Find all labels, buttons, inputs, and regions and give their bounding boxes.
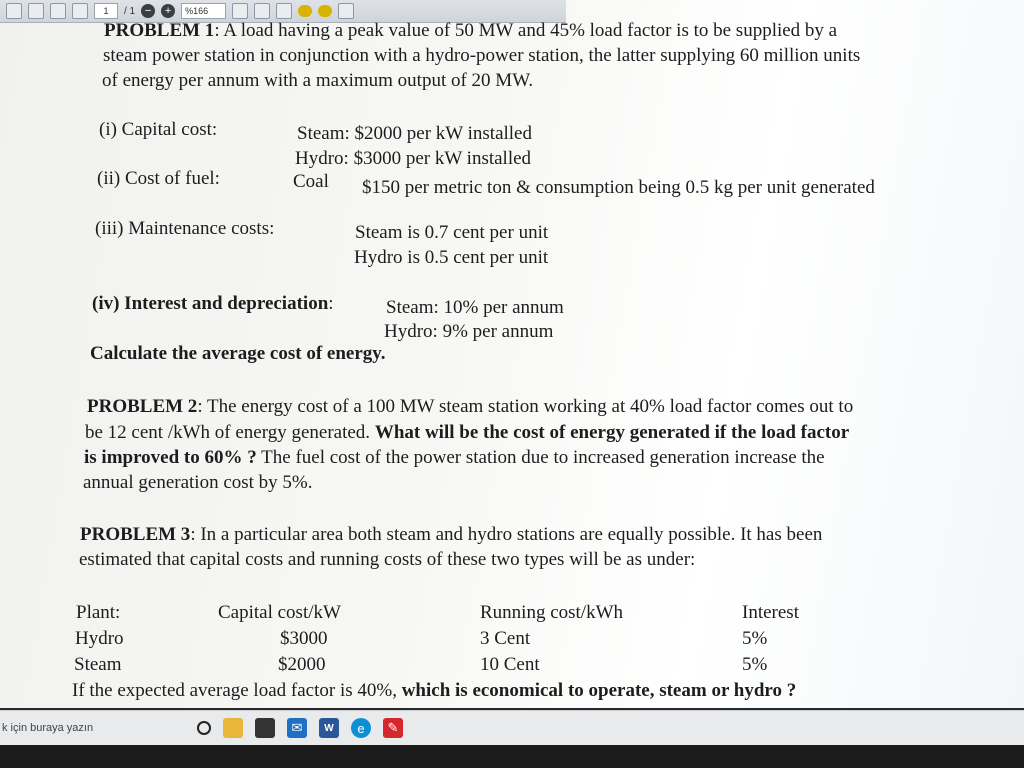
table-header-capital: Capital cost/kW — [218, 602, 341, 623]
capital-cost-hydro: Hydro: $3000 per kW installed — [295, 148, 532, 169]
problem1-line1: PROBLEM 1: A load having a peak value of 50 MW and 45% load factor is to be supplied by a — [104, 20, 838, 41]
problem3-line1: PROBLEM 3: In a particular area both steam and hydro stations are equally possible. It has been — [80, 524, 823, 545]
problem2-line2: be 12 cent /kWh of energy generated. What will be the cost of energy generated if the load factor — [85, 422, 850, 443]
page-number-input[interactable]: 1 — [94, 3, 118, 19]
taskbar-search-input[interactable]: k için buraya yazın — [2, 722, 94, 734]
fuel-cost-label: (ii) Cost of fuel: — [97, 168, 220, 189]
interest-hydro: Hydro: 9% per annum — [384, 321, 554, 342]
windows-taskbar — [0, 710, 1024, 745]
table-cell: Hydro — [75, 628, 124, 649]
cortana-icon[interactable] — [197, 721, 211, 735]
zoom-out-icon[interactable]: − — [141, 4, 155, 18]
maintenance-hydro: Hydro is 0.5 cent per unit — [354, 247, 549, 268]
table-header-running: Running cost/kWh — [480, 602, 624, 623]
page-total: / 1 — [124, 5, 136, 17]
edge-icon[interactable]: e — [351, 718, 371, 738]
fuel-coal: Coal — [293, 171, 329, 192]
problem1-question: Calculate the average cost of energy. — [90, 343, 386, 364]
table-cell: $3000 — [280, 628, 328, 649]
table-cell: 5% — [742, 654, 768, 675]
interest-label: (iv) Interest and depreciation — [92, 293, 329, 314]
capital-cost-label: (i) Capital cost: — [99, 119, 218, 140]
store-icon[interactable] — [255, 718, 275, 738]
zoom-level-select[interactable]: %166 — [181, 3, 226, 19]
table-cell: 3 Cent — [480, 628, 531, 649]
table-cell: Steam — [74, 654, 122, 675]
capital-cost-steam: Steam: $2000 per kW installed — [297, 123, 532, 144]
file-explorer-icon[interactable] — [223, 718, 243, 738]
mail-icon[interactable]: ✉ — [287, 718, 307, 738]
problem3-line2: estimated that capital costs and running costs of these two types will be as under: — [79, 549, 696, 570]
problem1-line3: of energy per annum with a maximum output of 20 MW. — [102, 70, 534, 91]
table-header-plant: Plant: — [76, 602, 121, 623]
problem2-line4: annual generation cost by 5%. — [83, 472, 313, 493]
table-cell: $2000 — [278, 654, 326, 675]
table-cell: 10 Cent — [480, 654, 540, 675]
zoom-in-icon[interactable]: + — [161, 4, 175, 18]
monitor-bezel — [0, 745, 1024, 768]
maintenance-label: (iii) Maintenance costs: — [95, 218, 275, 239]
table-header-interest: Interest — [742, 602, 799, 623]
problem3-question: If the expected average load factor is 40%, which is economical to operate, steam or hydro ? — [72, 680, 797, 701]
problem1-line2: steam power station in conjunction with a hydro-power station, the latter supplying 60 million units — [103, 45, 861, 66]
problem2-line3: is improved to 60% ? The fuel cost of the power station due to increased generation increase the — [84, 447, 825, 468]
interest-steam: Steam: 10% per annum — [386, 297, 564, 318]
word-icon[interactable]: W — [319, 718, 339, 738]
problem1-title: PROBLEM 1 — [104, 20, 215, 41]
problem3-title: PROBLEM 3 — [80, 524, 191, 545]
problem2-line1: PROBLEM 2: The energy cost of a 100 MW steam station working at 40% load factor comes out to — [87, 396, 854, 417]
interest-label-line: (iv) Interest and depreciation: — [92, 293, 334, 314]
fuel-detail: $150 per metric ton & consumption being 0.5 kg per unit generated — [362, 177, 875, 198]
taskbar-icons — [197, 718, 403, 738]
table-cell: 5% — [742, 628, 768, 649]
maintenance-steam: Steam is 0.7 cent per unit — [355, 222, 549, 243]
problem2-title: PROBLEM 2 — [87, 396, 198, 417]
acrobat-icon[interactable]: ✎ — [383, 718, 403, 738]
